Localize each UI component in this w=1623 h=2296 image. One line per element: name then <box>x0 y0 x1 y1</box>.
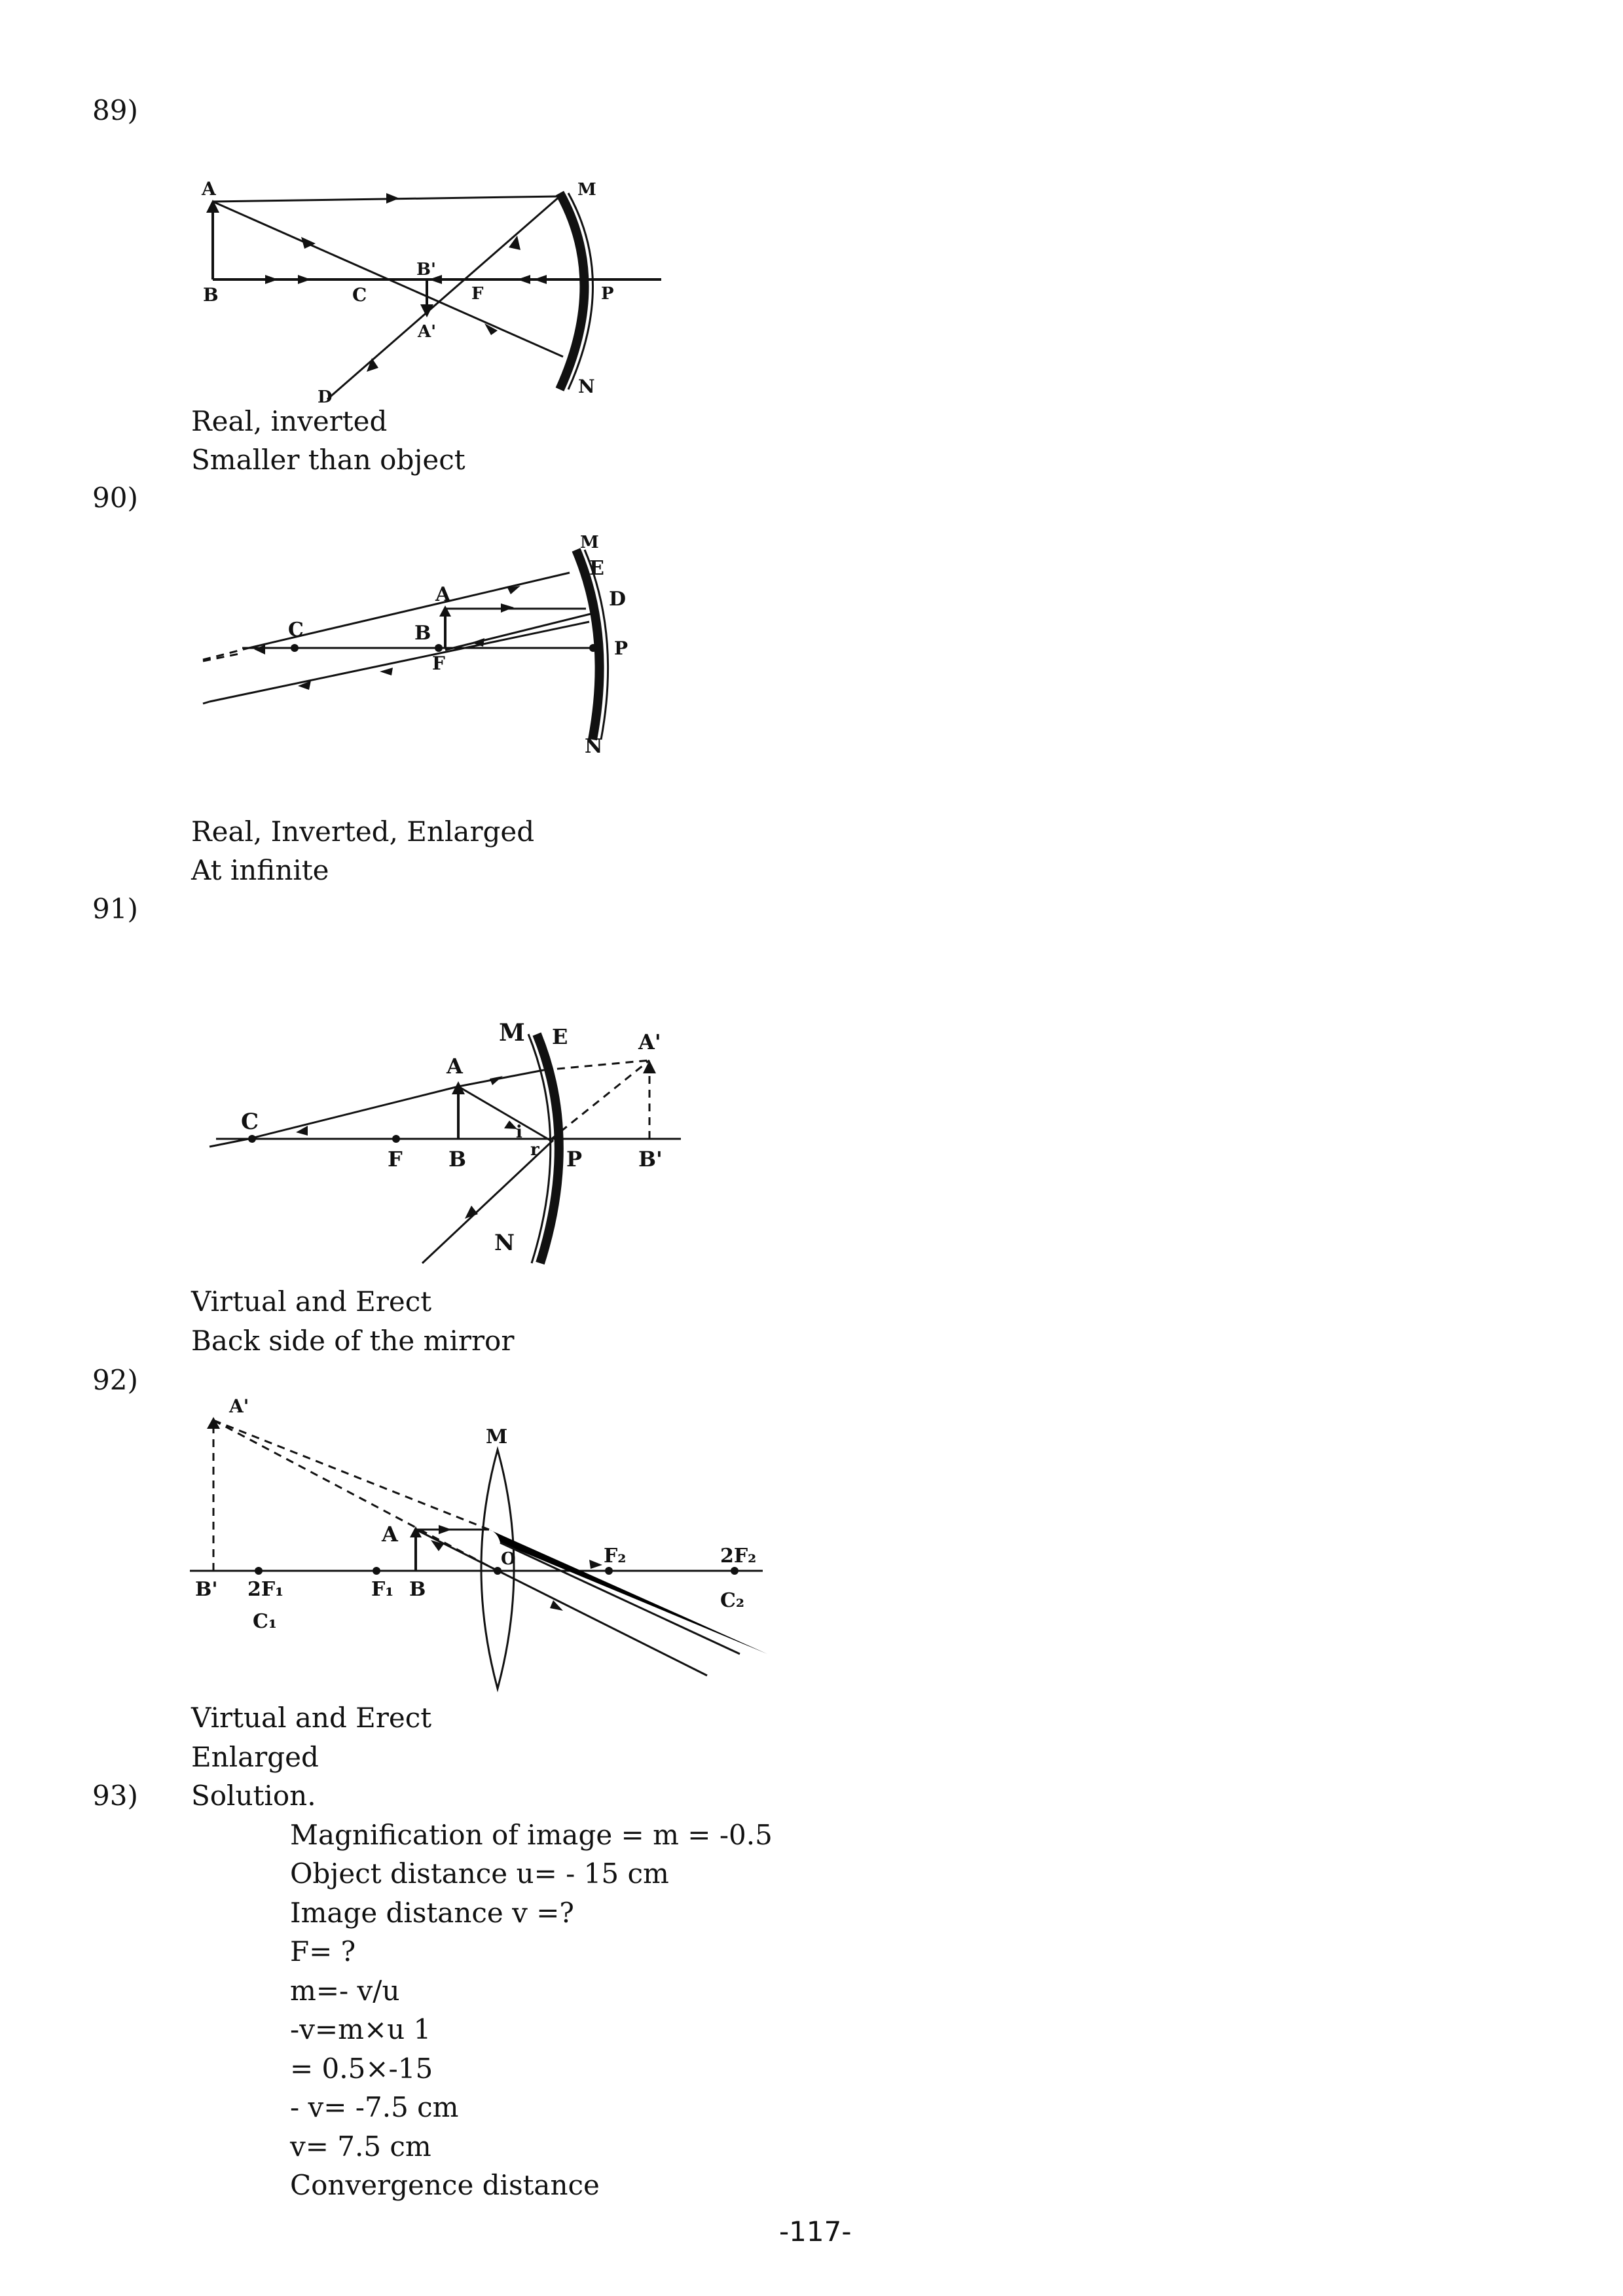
solution-step: v= 7.5 cm <box>290 2130 431 2162</box>
answer-line: At infinite <box>191 854 329 886</box>
label-B-prime: B' <box>638 1147 663 1172</box>
label-P: P <box>614 637 629 659</box>
label-N: N <box>585 735 603 758</box>
label-B: B <box>414 622 431 645</box>
answer-line: Enlarged <box>191 1741 319 1773</box>
answer-line: Real, Inverted, Enlarged <box>191 816 535 848</box>
solution-step: = 0.5×-15 <box>290 2053 433 2085</box>
concave-mirror-diagram-q90 <box>203 530 674 759</box>
question-number: 92) <box>92 1364 138 1396</box>
solution-step: Image distance v =? <box>290 1897 574 1929</box>
label-C1: C₁ <box>253 1610 278 1633</box>
solution-step: Object distance u= - 15 cm <box>290 1857 669 1890</box>
label-A: A <box>435 583 451 606</box>
convex-lens-diagram-q92 <box>190 1391 779 1692</box>
concave-mirror-diagram-q89 <box>190 164 668 406</box>
label-2F1: 2F₁ <box>247 1578 284 1601</box>
label-C: C <box>241 1109 259 1135</box>
label-A: A <box>382 1522 398 1547</box>
label-B: B <box>409 1578 426 1601</box>
label-C: C <box>352 284 367 306</box>
answer-line: Real, inverted <box>191 405 388 437</box>
label-E: E <box>552 1024 568 1049</box>
label-A-prime: A' <box>418 322 437 342</box>
label-M: M <box>577 180 596 200</box>
label-P: P <box>566 1147 583 1172</box>
answer-line: Smaller than object <box>191 444 465 476</box>
label-M: M <box>580 533 599 552</box>
label-D: D <box>609 588 627 611</box>
solution-step: Magnification of image = m = -0.5 <box>290 1819 773 1851</box>
solution-step: m=- v/u <box>290 1975 400 2007</box>
label-B: B <box>448 1147 467 1172</box>
label-E: E <box>589 557 604 580</box>
label-N: N <box>578 376 595 397</box>
solution-step: - v= -7.5 cm <box>290 2091 459 2123</box>
label-N: N <box>494 1230 515 1256</box>
label-A-prime: A' <box>638 1030 661 1054</box>
convex-mirror-diagram-q91 <box>210 995 694 1276</box>
question-number: 93) <box>92 1780 138 1812</box>
label-i: i <box>516 1122 522 1142</box>
question-number: 91) <box>92 893 138 925</box>
answer-line: Virtual and Erect <box>191 1702 432 1734</box>
page-number: -117- <box>779 2215 852 2248</box>
label-2F2: 2F₂ <box>720 1545 757 1568</box>
label-A: A <box>202 178 216 200</box>
question-number: 90) <box>92 482 138 514</box>
label-r: r <box>530 1140 539 1160</box>
label-F: F <box>471 284 484 304</box>
label-M: M <box>499 1019 525 1047</box>
solution-heading: Solution. <box>191 1780 316 1812</box>
label-A: A <box>447 1054 463 1079</box>
label-B: B <box>203 284 219 306</box>
label-C2: C₂ <box>720 1589 745 1612</box>
question-number: 89) <box>92 94 138 126</box>
label-O: O <box>501 1549 516 1569</box>
label-F: F <box>388 1147 403 1172</box>
label-F1: F₁ <box>371 1578 394 1601</box>
answer-line: Back side of the mirror <box>191 1325 515 1357</box>
label-D: D <box>318 387 333 407</box>
label-A-prime: A' <box>229 1395 249 1417</box>
label-F: F <box>432 653 445 674</box>
label-M: M <box>486 1426 508 1448</box>
label-B-prime: B' <box>416 260 436 279</box>
label-F2: F₂ <box>604 1545 627 1568</box>
solution-step: Convergence distance <box>290 2169 600 2201</box>
label-P: P <box>601 284 614 304</box>
solution-step: -v=m×u 1 <box>290 2013 431 2045</box>
label-B-prime: B' <box>195 1578 218 1601</box>
solution-step: F= ? <box>290 1935 356 1967</box>
label-C: C <box>288 619 304 641</box>
answer-line: Virtual and Erect <box>191 1285 432 1318</box>
